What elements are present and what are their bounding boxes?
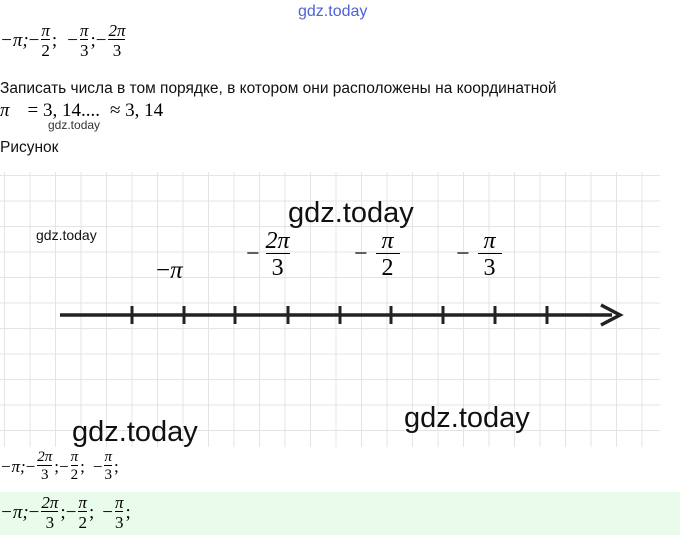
watermark-grid-large: gdz.today: [288, 197, 414, 229]
instruction-text: Записать числа в том порядке, в котором они расположены на координатной: [0, 80, 557, 97]
pi-equals: = 3, 14....: [27, 100, 100, 121]
axis-label-minus-pi: − π: [156, 257, 183, 284]
figure-label: Рисунок: [0, 139, 59, 156]
axis-label-minus-2pi-3: − $\frac{2\pi}{3}$: [246, 228, 290, 281]
minus-pi: −π;: [0, 29, 29, 51]
watermark-grid-small: gdz.today: [36, 227, 97, 243]
watermark-top: gdz.today: [298, 3, 368, 20]
axis-label-minus-pi-3: − $\frac{\pi}{3}$: [456, 229, 504, 280]
answer-line-2: −π; − $\frac{2\pi}{3}$ ; − $\frac{\pi}{2}$ ; − $\frac{\pi}{3}$ ;: [0, 493, 131, 532]
minus-sign: −: [95, 29, 107, 51]
fraction-pi-2: $\frac{\pi}{2}$: [41, 21, 50, 60]
watermark-bottom-left: gdz.today: [72, 416, 198, 448]
minus-sign: −: [67, 29, 78, 51]
watermark-small: gdz.today: [48, 118, 101, 132]
fraction-pi-3: $\frac{\pi}{3}$: [79, 21, 89, 60]
watermark-grid-bottom: gdz.today: [404, 402, 530, 434]
axis-label-minus-pi-2: − $\frac{\pi}{2}$: [354, 229, 402, 280]
pi-approx: ≈ 3, 14: [110, 100, 164, 121]
fraction-2pi-3: $\frac{2\pi}{3}$: [108, 21, 126, 60]
answer-line-1: −π; − $\frac{2\pi}{3}$ ; − $\frac{\pi}{2}$ ; − $\frac{\pi}{3}$ ;: [0, 449, 119, 483]
sequence-line: −π; − $\frac{\pi}{2}$ ; − $\frac{\pi}{3}$ ; − $\frac{2\pi}{3}$: [0, 21, 126, 60]
minus-sign: −: [28, 29, 40, 51]
pi-symbol: π: [0, 100, 10, 121]
